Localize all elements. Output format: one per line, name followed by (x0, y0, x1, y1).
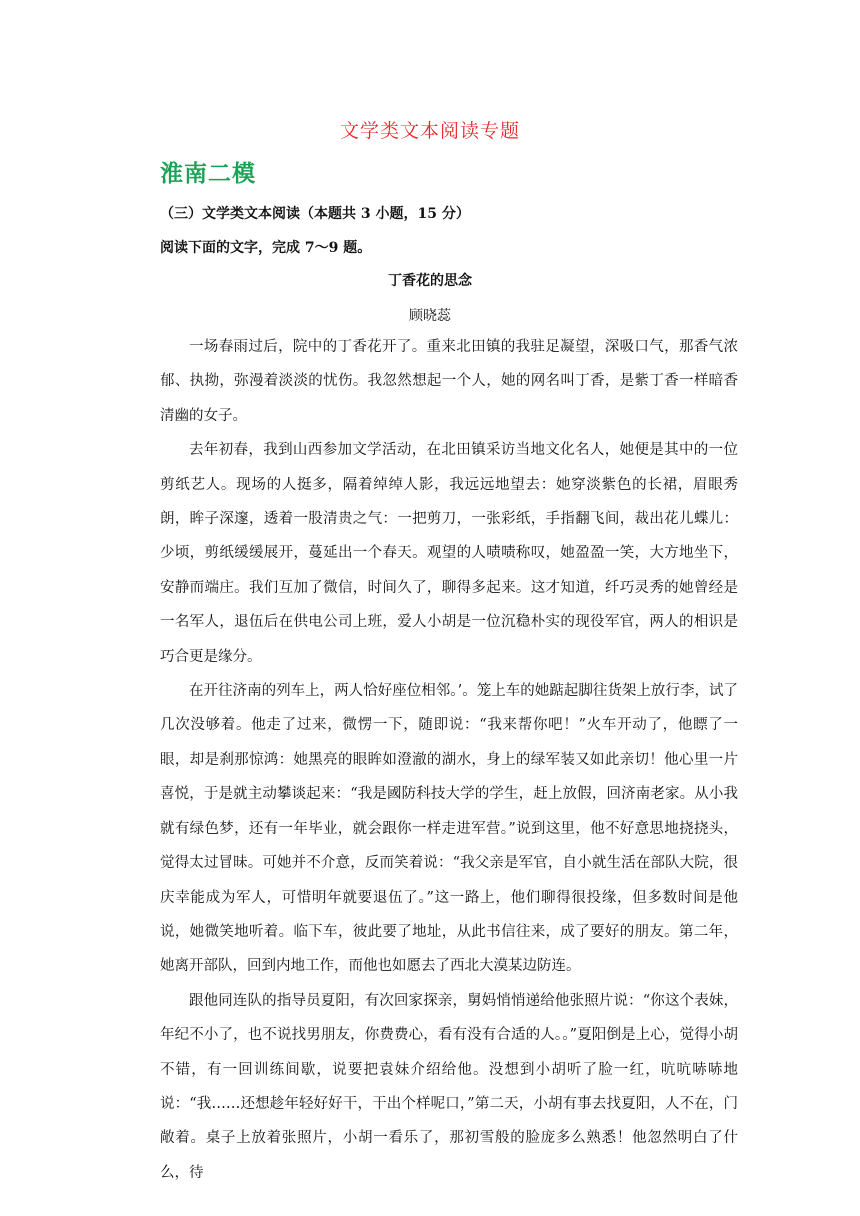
question-intro: （三）文学类文本阅读（本题共 3 小题，15 分） (160, 206, 470, 222)
paragraph: 跟他同连队的指导员夏阳，有次回家探亲，舅妈悄悄递给他张照片说：“你这个表妹，年纪不小了，也不说找男朋友，你费费心，看有没有合适的人。。”夏阳倒是上心，觉得小胡不错，有一回训练间歇，说要把袁妹介绍给他。没想到小胡听了脸一红，吭吭哧哧地说：“我……还想趁年轻好好干，干出个样呢口，”第二天，小胡有事去找夏阳，人不在，门敞着。桌子上放着张照片，小胡一看乐了，那初雪般的脸庞多么熟悉！他忽然明白了什么，待 (160, 992, 738, 1181)
essay-author: 顾晓蕊 (409, 308, 451, 324)
essay-body (160, 330, 738, 1190)
question-instruction: 阅读下面的文字，完成 7～9 题。 (160, 240, 372, 256)
essay-title: 丁香花的思念 (388, 273, 472, 289)
paragraph: 一场春雨过后，院中的丁香花开了。重来北田镇的我驻足凝望，深吸口气，那香气浓郁、执拗，弥漫着淡淡的忧伤。我忽然想起一个人，她的网名叫丁香，是紫丁香一样暗香清幽的女子。 (160, 339, 738, 424)
section-heading: 淮南二模 (160, 160, 256, 187)
paragraph: 去年初春，我到山西参加文学活动，在北田镇采访当地文化名人，她便是其中的一位剪纸艺人。现场的人挺多，隔着绰绰人影，我远远地望去：她穿淡紫色的长裙，眉眼秀朗，眸子深邃，透着一股清贵之气：一把剪刀，一张彩纸，手指翻飞间，裁出花儿蝶儿：少顷，剪纸缓缓展开，蔓延出一个春天。观望的人啧啧称叹，她盈盈一笑，大方地坐下，安静而端庄。我们互加了微信，时间久了，聊得多起来。这才知道，纤巧灵秀的她曾经是一名军人，退伍后在供电公司上班，爱人小胡是一位沉稳朴实的现役军官，两人的相识是巧合更是缘分。 (160, 442, 738, 665)
paragraph: 在开往济南的列车上，两人恰好座位相邻。’。笼上车的她踮起脚往货架上放行李，试了几次没够着。他走了过来，微愣一下，随即说：“我来帮你吧！”火车开动了，他瞟了一眼，却是刹那惊鸿：她黑亮的眼眸如澄澈的湖水，身上的绿军装又如此亲切！他心里一片喜悦，于是就主动攀谈起来：“我是國防科技大学的学生，赶上放假，回济南老家。从小我就有绿色梦，还有一年毕业，就会跟你一样走进军营。”说到这里，他不好意思地挠挠头，觉得太过冒昧。可她并不介意，反而笑着说：“我父亲是军官，自小就生活在部队大院，很庆幸能成为军人，可惜明年就要退伍了。”这一路上，他们聊得很投缘，但多数时间是他说，她微笑地听着。临下车，彼此要了地址，从此书信往来，成了要好的朋友。第二年，她离开部队，回到内地工作，而他也如愿去了西北大漠某边防连。 (160, 683, 738, 975)
document-title: 文学类文本阅读专题 (339, 120, 520, 142)
